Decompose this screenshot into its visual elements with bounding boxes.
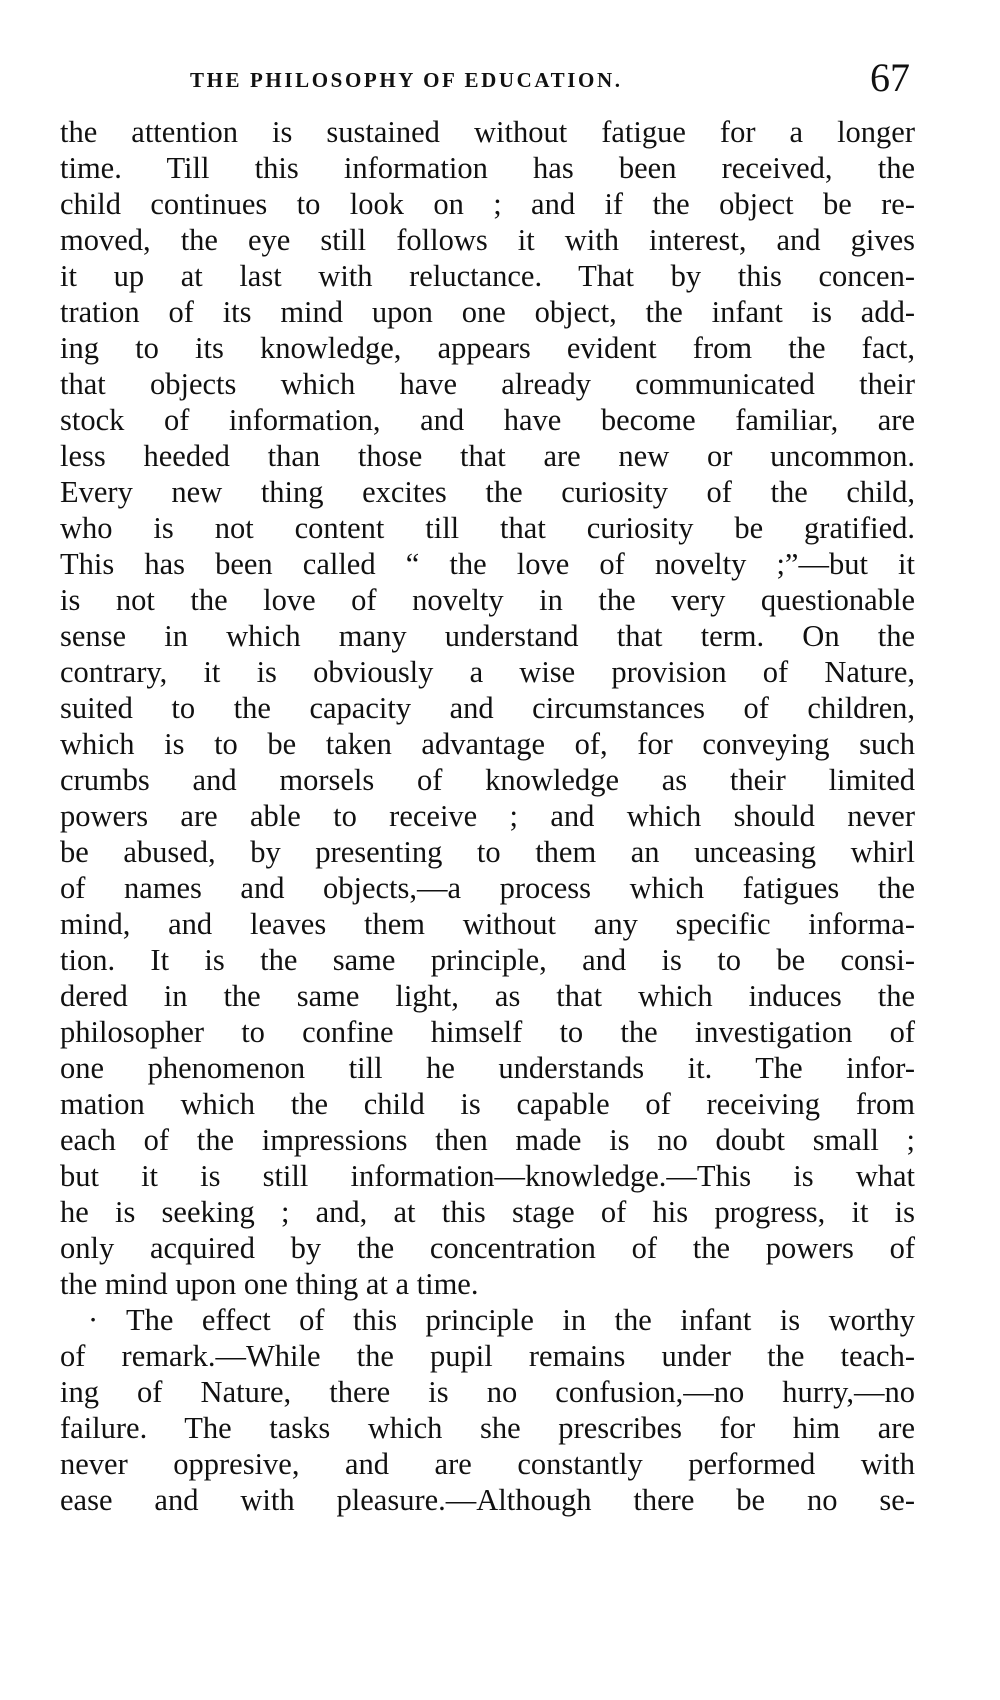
text-line: ease and with pleasure.—Although there be no se- [60,1483,915,1517]
running-head: THE PHILOSOPHY OF EDUCATION. [190,68,623,92]
text-line: one phenomenon till he understands it. The infor- [60,1051,915,1085]
text-line: failure. The tasks which she prescribes for him are [60,1411,915,1445]
text-line: dered in the same light, as that which induces the [60,979,915,1013]
paragraph-last-line: the mind upon one thing at a time. [60,1267,479,1301]
text-line: but it is still information—knowledge.—This is what [60,1159,915,1193]
text-line: tion. It is the same principle, and is to be consi- [60,943,915,977]
text-line: less heeded than those that are new or uncommon. [60,439,915,473]
text-line: ing of Nature, there is no confusion,—no hurry,—no [60,1375,915,1409]
text-line: of names and objects,—a process which fatigues the [60,871,915,905]
text-line: that objects which have already communicated their [60,367,915,401]
text-line: Every new thing excites the curiosity of the child, [60,475,915,509]
text-line: never oppresive, and are constantly performed with [60,1447,915,1481]
text-line: is not the love of novelty in the very questionable [60,583,915,617]
text-line: the attention is sustained without fatigue for a longer [60,115,915,149]
text-line: mation which the child is capable of receiving from [60,1087,915,1121]
page-number: 67 [870,55,910,100]
text-line: time. Till this information has been received, the [60,151,915,185]
text-line: suited to the capacity and circumstances of children, [60,691,915,725]
text-line: each of the impressions then made is no doubt small ; [60,1123,915,1157]
text-line: crumbs and morsels of knowledge as their limited [60,763,915,797]
text-line: contrary, it is obviously a wise provision of Nature, [60,655,915,689]
page-header [60,55,910,108]
text-line: mind, and leaves them without any specific informa- [60,907,915,941]
text-line: which is to be taken advantage of, for conveying such [60,727,915,761]
text-line: sense in which many understand that term. On the [60,619,915,653]
text-line: who is not content till that curiosity be gratified. [60,511,915,545]
text-line: child continues to look on ; and if the object be re- [60,187,915,221]
text-line: moved, the eye still follows it with interest, and gives [60,223,915,257]
text-line: only acquired by the concentration of the powers of [60,1231,915,1265]
text-line: philosopher to confine himself to the investigation of [60,1015,915,1049]
text-line: be abused, by presenting to them an unceasing whirl [60,835,915,869]
text-line: tration of its mind upon one object, the infant is add- [60,295,915,329]
text-line: he is seeking ; and, at this stage of his progress, it is [60,1195,915,1229]
body-text [60,114,915,1518]
text-line: it up at last with reluctance. That by this concen- [60,259,915,293]
text-line: stock of information, and have become familiar, are [60,403,915,437]
text-line: ing to its knowledge, appears evident from the fact, [60,331,915,365]
paragraph-first-line: · The effect of this principle in the infant is worthy [88,1303,915,1337]
text-line: This has been called “ the love of novelty ;”—but it [60,547,915,581]
text-line: powers are able to receive ; and which should never [60,799,915,833]
text-line: of remark.—While the pupil remains under the teach- [60,1339,915,1373]
